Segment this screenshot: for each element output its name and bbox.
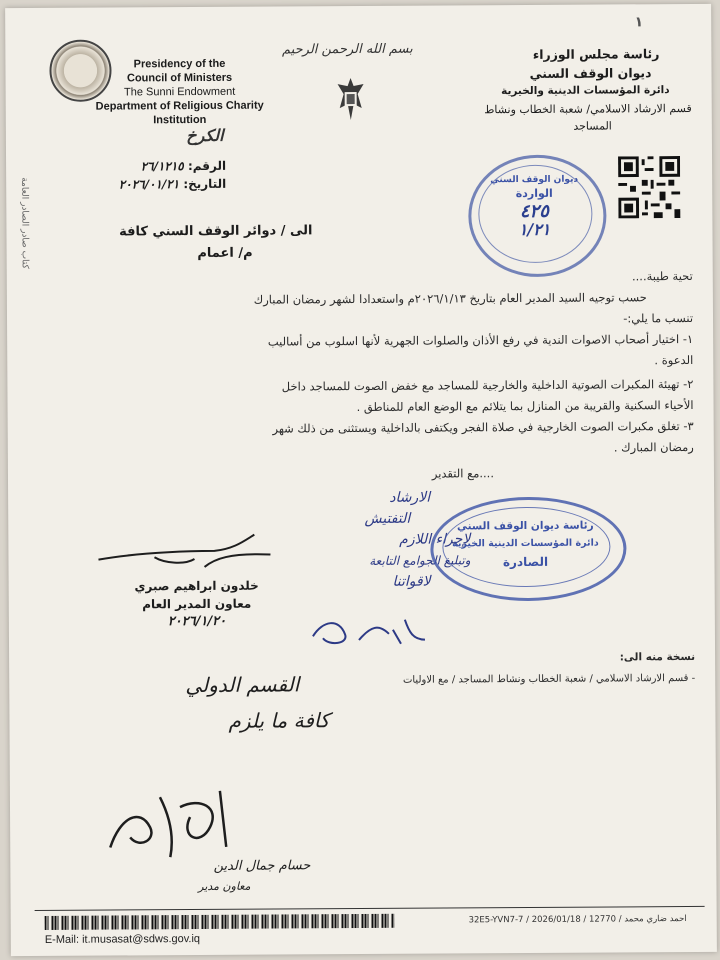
received-stamp-text	[476, 173, 592, 238]
body-paragraph-2: تنسب ما يلي:-	[623, 310, 694, 326]
header-ar-line2: ديوان الوقف السني	[529, 65, 652, 81]
addressee-to: الى / دوائر الوقف السني كافة	[119, 223, 313, 240]
basmala: بسم الله الرحمن الرحيم	[281, 41, 413, 58]
handwritten-directive-line4: وتبليغ الجوامع التابعة	[369, 553, 471, 568]
header-ar-line5: المساجد	[573, 119, 612, 133]
document-page	[5, 4, 717, 956]
handwritten-signer-title: معاون مدير	[198, 879, 251, 894]
handwritten-directive-line1: الارشاد	[389, 489, 431, 506]
copy-to-line: - قسم الارشاد الاسلامي / شعبة الخطاب ونشاط المساجد / مع الاوليات	[402, 672, 696, 686]
header-en-line1: Presidency of the	[133, 57, 226, 71]
handwritten-karkh: الكرخ	[186, 125, 224, 146]
handwritten-minute-line1: القسم الدولي	[185, 672, 300, 698]
received-stamp-date: ١/٢١	[518, 219, 551, 240]
body-item-1a: ١- اختيار أصحاب الاصوات الندية في رفع الأذان والصلوات الجهرية لأنها اسلوب من أساليب	[267, 331, 694, 349]
header-en-line2: Council of Ministers	[126, 71, 233, 85]
director-signature	[94, 529, 274, 580]
footer-email: E-Mail: it.musasat@sdws.gov.iq	[44, 932, 201, 946]
reference-block	[86, 157, 226, 194]
addressee-block	[119, 220, 313, 265]
handwritten-directive-line3: لإجراء اللازم	[399, 531, 471, 548]
body-item-1b: الدعوة .	[654, 352, 694, 368]
signatory-date: ٢٠٢٦/١/٢٠	[167, 613, 227, 630]
handwritten-signer	[80, 856, 310, 897]
body-item-3a: ٣- تغلق مكبرات الصوت الخارجية في صلاة الفجر ويكتفى بالداخلية ويستثنى من ذلك شهر	[272, 418, 694, 436]
body-greeting: تحية طيبة....	[631, 268, 693, 284]
header-arabic	[431, 14, 692, 136]
signatory-name: خلدون ابراهيم صبري	[134, 578, 259, 594]
qr-code	[618, 156, 680, 218]
header-ar-line4: قسم الارشاد الاسلامي/ شعبة الخطاب ونشاط	[484, 101, 692, 117]
body-closing: ....مع التقدير	[431, 466, 495, 481]
reference-date	[86, 175, 226, 194]
handwritten-initials	[309, 610, 429, 651]
header-en-line4: Department of Religious Charity Institution	[95, 99, 264, 127]
handwritten-minute-line2: كافة ما يلزم	[228, 708, 330, 733]
outgoing-stamp-line3: الصادرة	[502, 554, 549, 570]
header-en-line3: The Sunni Endowment	[123, 85, 236, 99]
page-mark: ١	[634, 14, 644, 31]
addressee-subject: م/ اعمام	[197, 245, 253, 261]
handwritten-signer-name: حسام جمال الدين	[213, 858, 311, 874]
outgoing-stamp-text	[444, 517, 606, 572]
letter-body	[53, 266, 694, 487]
handwritten-signature-large	[100, 777, 251, 868]
handwritten-minute	[79, 666, 329, 740]
signatory-title: معاون المدير العام	[142, 596, 252, 612]
body-paragraph-1: حسب توجيه السيد المدير العام بتاريخ ٢٠٢٦/١/١٣م واستعدادا لشهر رمضان المبارك	[253, 290, 647, 307]
footer-divider	[35, 906, 705, 911]
received-stamp-number: ٤٢٥	[519, 200, 549, 223]
body-item-2a: ٢- تهيئة المكبرات الصوتية الداخلية والخارجية للمساجد مع خفض الصوت للمساجد داخل	[281, 376, 694, 394]
signatory-block	[109, 576, 285, 631]
header-ar-line1: رئاسة مجلس الوزراء	[532, 46, 660, 62]
body-item-3b: رمضان المبارك .	[613, 439, 694, 455]
reference-date-label: التاريخ:	[183, 176, 227, 192]
header-english	[69, 56, 290, 146]
outgoing-stamp-line1: رئاسة ديوان الوقف السني	[456, 519, 594, 533]
header-ar-line3: دائرة المؤسسات الدينية والخيرية	[501, 84, 670, 98]
copy-to-label: نسخة منه الى:	[619, 650, 696, 664]
reference-date-value: ٢٠٢٦/٠١/٢١	[118, 177, 180, 192]
outgoing-stamp-line2: دائرة المؤسسات الدينية الخيرية	[452, 537, 599, 550]
handwritten-directive-line2: التفتيش	[364, 510, 411, 527]
margin-vertical-note: كتاب صادر الصادر العامة	[19, 177, 30, 269]
received-stamp-line1: ديوان الوقف السني	[490, 174, 579, 186]
footer-barcode	[45, 914, 395, 930]
reference-number-value: ٢٦/١٢١٥	[140, 159, 184, 174]
handwritten-directive-line5: لاقواتنا	[392, 573, 431, 590]
reference-number-label: الرقم:	[187, 158, 227, 174]
copy-to-block	[275, 646, 695, 693]
body-item-2b: الأحياء السكنية والقريبة من المنازل بما يتلائم مع الوضع العام للمناطق .	[356, 397, 694, 415]
iraq-eagle-emblem-icon	[334, 74, 368, 124]
received-stamp-line2: الواردة	[515, 186, 553, 201]
footer-tracking: 32E5-YVN7-7 / 2026/01/18 / احمد ضاري محمد / 12770	[468, 914, 687, 926]
reference-number	[86, 157, 226, 176]
